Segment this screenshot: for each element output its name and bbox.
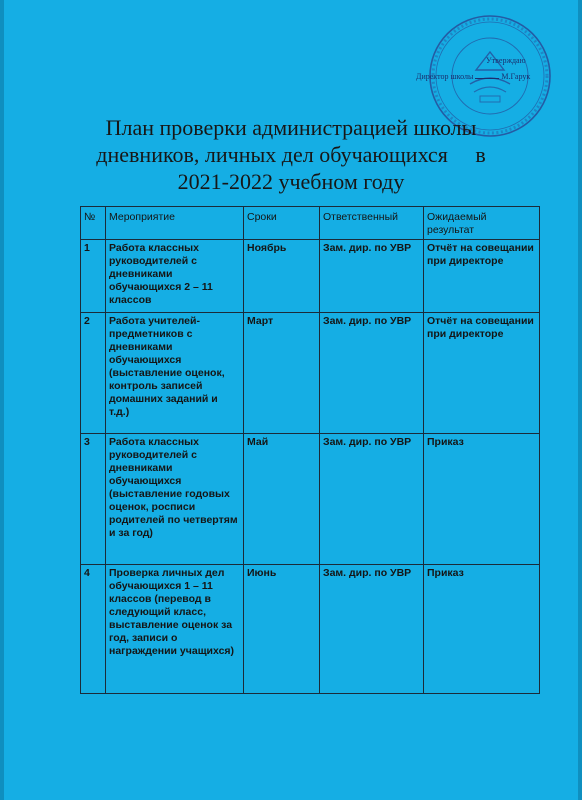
header-date: Сроки — [244, 207, 320, 240]
cell-num: 3 — [81, 434, 106, 565]
cell-event: Работа учителей-предметников с дневниками обучающихся (выставление оценок, контроль записей домашних заданий и т.д.) — [106, 313, 244, 434]
table-header-row — [81, 207, 540, 240]
cell-result: Приказ — [424, 434, 540, 565]
cell-event: Работа классных руководителей с дневниками обучающихся (выставление годовых оценок, росписи родителей по четвертям и за год) — [106, 434, 244, 565]
page-edge-left — [0, 0, 4, 800]
cell-date: Ноябрь — [244, 240, 320, 313]
page-edge-right — [578, 0, 582, 800]
cell-date: Июнь — [244, 565, 320, 694]
cell-num: 2 — [81, 313, 106, 434]
header-result: Ожидаемый результат — [424, 207, 540, 240]
cell-responsible: Зам. дир. по УВР — [320, 313, 424, 434]
director-name: М.Гарук — [501, 72, 531, 81]
table-row — [81, 240, 540, 313]
inspection-plan-table — [80, 206, 540, 694]
signature-line — [475, 78, 499, 79]
header-event: Мероприятие — [106, 207, 244, 240]
header-responsible: Ответственный — [320, 207, 424, 240]
cell-responsible: Зам. дир. по УВР — [320, 565, 424, 694]
cell-result: Отчёт на совещании при директоре — [424, 240, 540, 313]
table-row — [81, 434, 540, 565]
cell-result: Приказ — [424, 565, 540, 694]
page-title — [30, 114, 552, 195]
cell-event: Работа классных руководителей с дневниками обучающихся 2 – 11 классов — [106, 240, 244, 313]
cell-event: Проверка личных дел обучающихся 1 – 11 классов (перевод в следующий класс, выставление оценок за год, записи о награждении учащихся) — [106, 565, 244, 694]
table-row — [81, 313, 540, 434]
cell-result: Отчёт на совещании при директоре — [424, 313, 540, 434]
title-line-2: дневников, личных дел обучающихся в — [96, 142, 486, 167]
cell-num: 4 — [81, 565, 106, 694]
table-row — [81, 565, 540, 694]
cell-date: Май — [244, 434, 320, 565]
director-signature-line — [416, 72, 530, 81]
title-line-1: План проверки администрацией школы — [105, 115, 477, 140]
approval-label: Утверждаю — [486, 56, 526, 65]
cell-num: 1 — [81, 240, 106, 313]
cell-responsible: Зам. дир. по УВР — [320, 240, 424, 313]
director-title: Директор школы — [416, 72, 474, 81]
cell-date: Март — [244, 313, 320, 434]
header-num: № — [81, 207, 106, 240]
title-line-3: 2021-2022 учебном году — [177, 169, 405, 194]
cell-responsible: Зам. дир. по УВР — [320, 434, 424, 565]
